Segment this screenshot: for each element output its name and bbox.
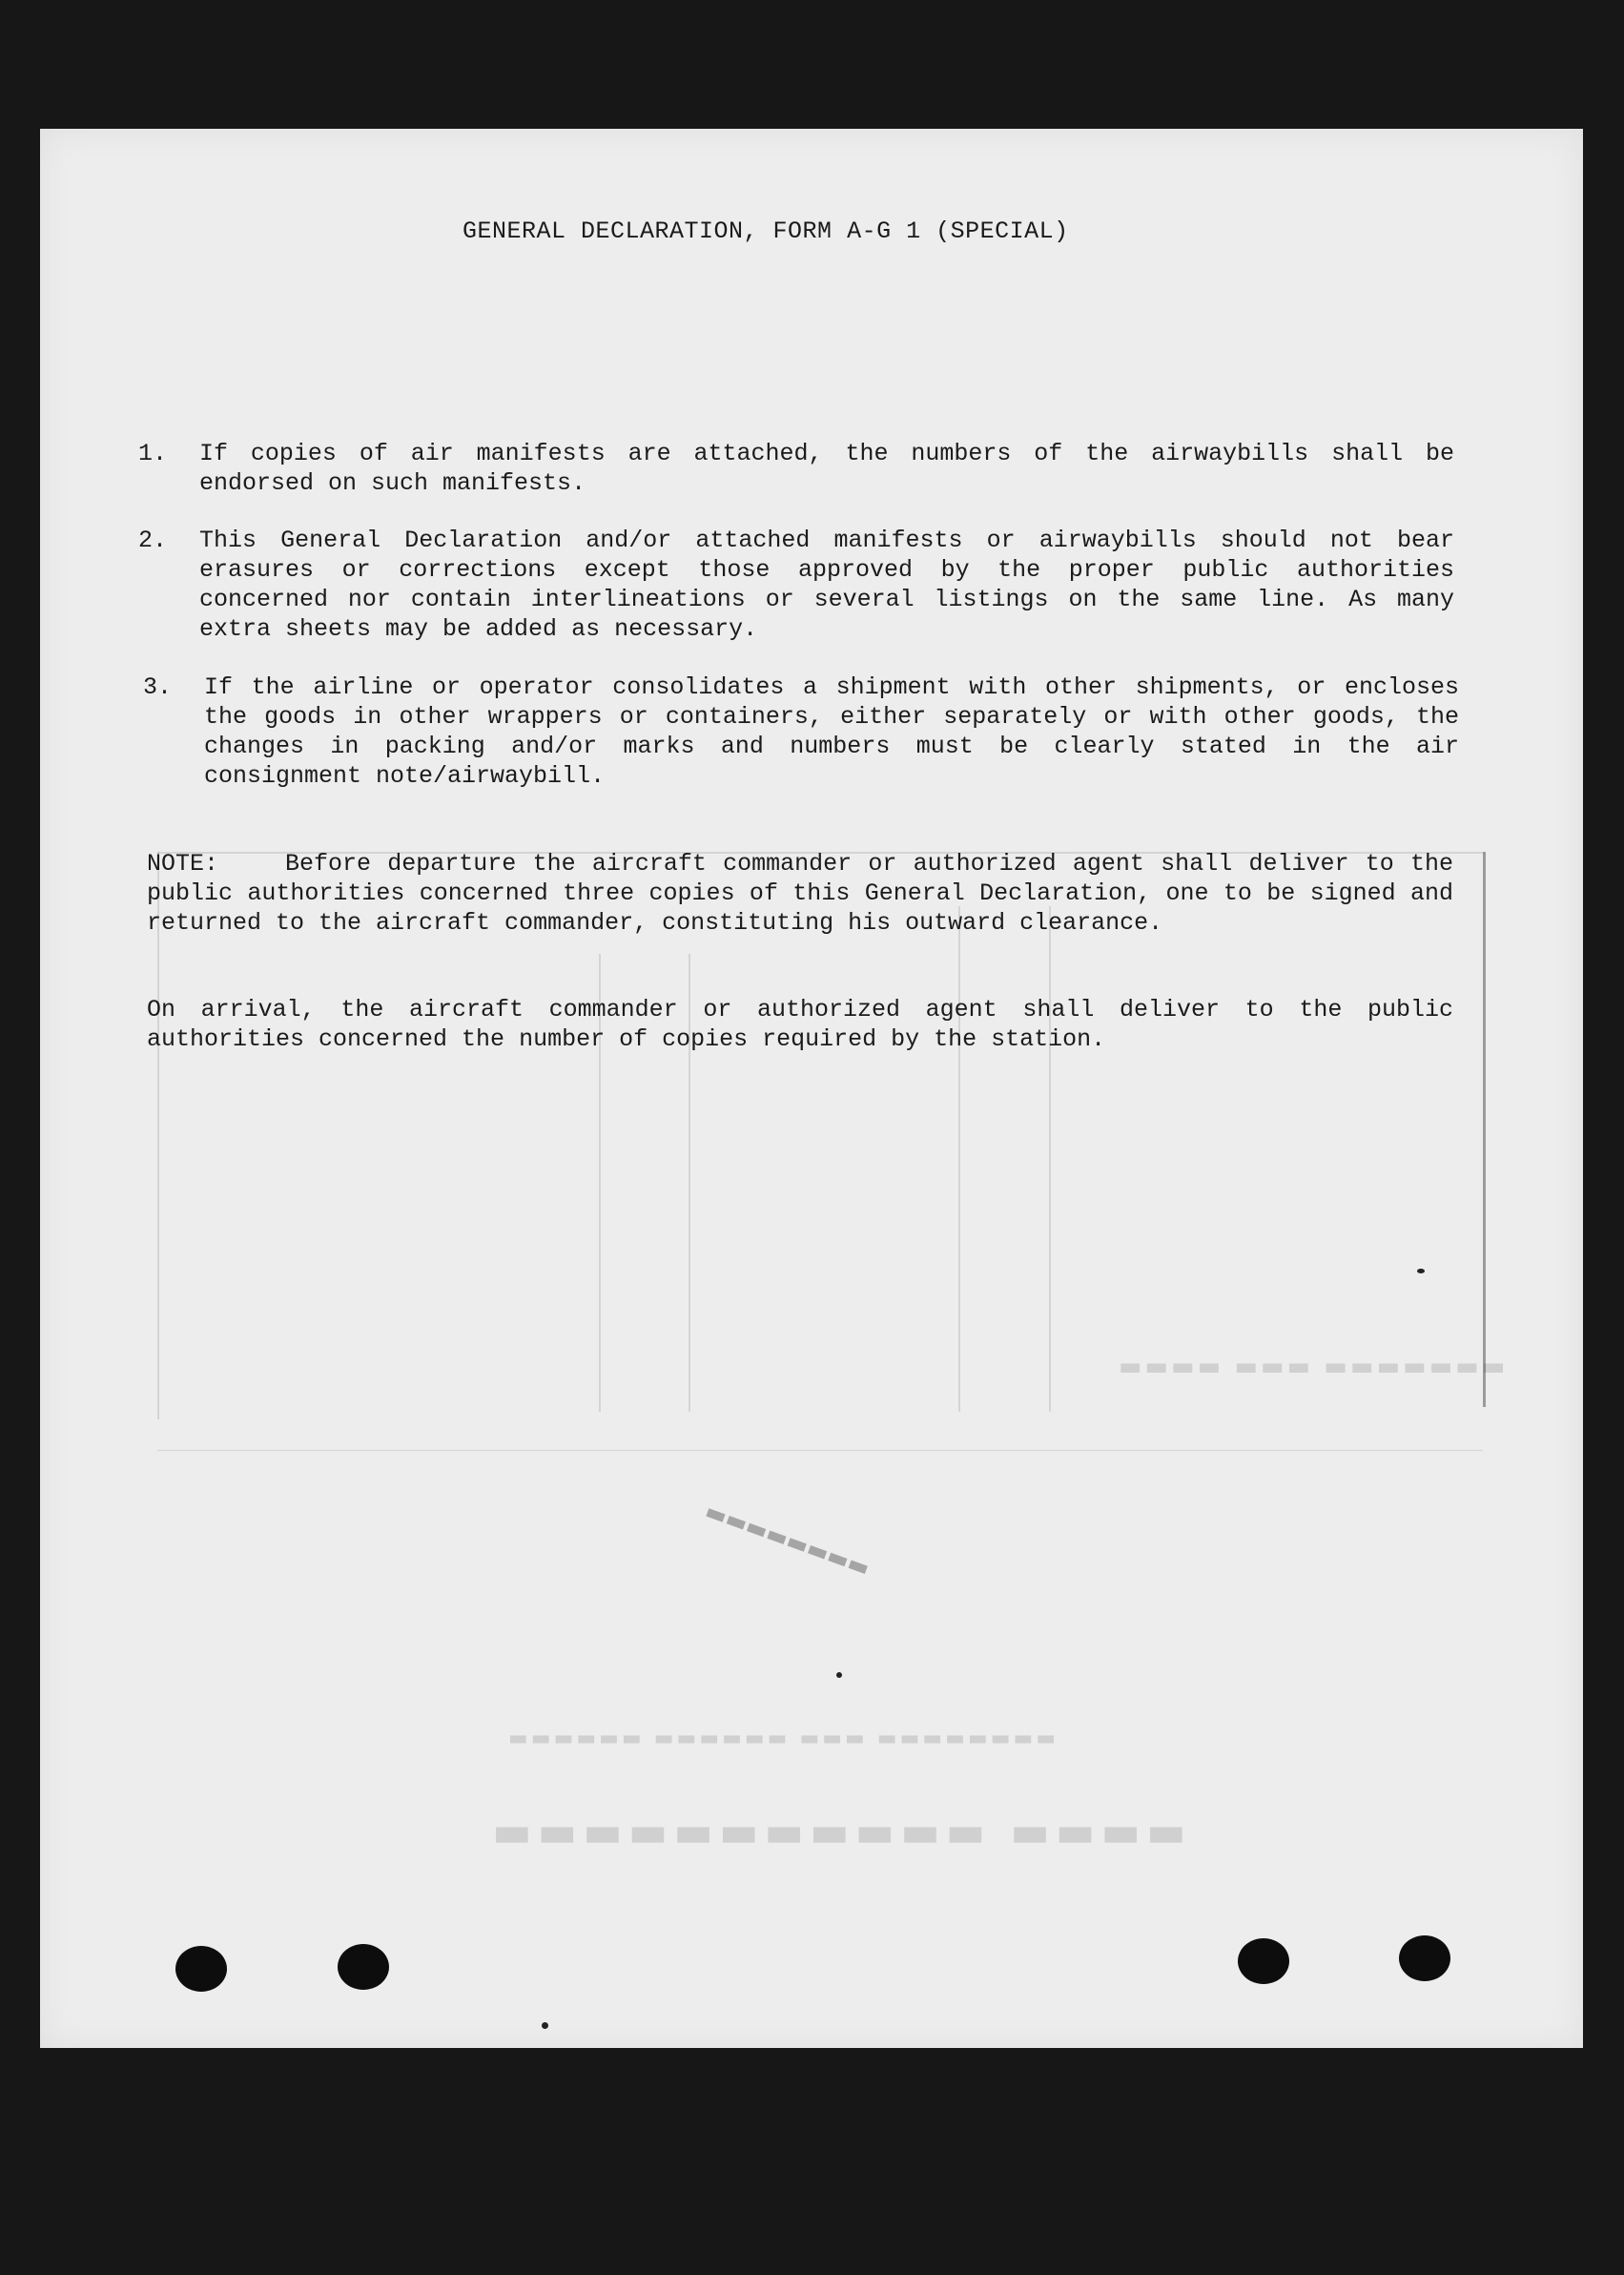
bleed-through-rule	[157, 1450, 1483, 1451]
speck	[836, 1672, 842, 1678]
item-text: If copies of air manifests are attached, the numbers of the airwaybills shall be endorsed on such manifests.	[199, 440, 1454, 497]
speck	[1417, 1269, 1425, 1273]
item-number: 1.	[138, 440, 168, 467]
punch-hole-3	[1238, 1938, 1289, 1984]
bleed-through-column-4	[1049, 906, 1051, 1412]
bleed-through-stamp: ▬▬▬▬▬▬▬▬	[701, 1497, 874, 1582]
item-text: This General Declaration and/or attached manifests or airwaybills should not bear erasures or corrections except those approved by the proper public authorities concerned nor contain interlineations or several listings on the same line. As many extra sheets may be added as necessary.	[199, 527, 1454, 643]
note-text: Before departure the aircraft commander or authorized agent shall deliver to the public authorities concerned three copies of this General Declaration, one to be signed and returned to the aircraft commander, constituting his outward clearance.	[147, 850, 1453, 937]
instruction-item-3	[143, 672, 1459, 791]
instruction-item-1	[138, 439, 1454, 498]
item-text: If the airline or operator consolidates a shipment with other shipments, or encloses the goods in other wrappers or containers, either separately or with other goods, the changes in packing and/or marks and numbers must be clearly stated in the air consignment note/airwaybill.	[204, 673, 1459, 790]
punch-hole-4	[1399, 1935, 1450, 1981]
note-label: NOTE:	[147, 850, 219, 878]
bleed-through-box-label: ▬▬▬▬▬▬▬ ▬▬▬ ▬▬▬▬	[1116, 1353, 1506, 1381]
speck	[542, 2022, 548, 2029]
document-page	[40, 129, 1583, 2048]
bleed-through-column-3	[958, 906, 960, 1412]
document-title: GENERAL DECLARATION, FORM A-G 1 (SPECIAL)	[463, 217, 1069, 245]
bleed-through-frame-right	[1483, 852, 1486, 1407]
bleed-through-subheading: ▬▬▬▬▬▬▬▬ ▬▬▬ ▬▬▬▬▬▬ ▬▬▬▬▬▬	[505, 1727, 1057, 1750]
item-number: 2.	[138, 527, 168, 554]
bleed-through-heading: ▬▬▬▬ ▬▬▬▬▬▬▬▬▬▬▬	[486, 1808, 1186, 1856]
note-paragraph	[147, 849, 1453, 938]
instruction-item-2	[138, 526, 1454, 644]
punch-hole-2	[338, 1944, 389, 1990]
arrival-paragraph: On arrival, the aircraft commander or authorized agent shall deliver to the public authorities concerned the number of copies required by the station.	[147, 996, 1453, 1053]
punch-hole-1	[175, 1946, 227, 1992]
item-number: 3.	[143, 673, 173, 701]
